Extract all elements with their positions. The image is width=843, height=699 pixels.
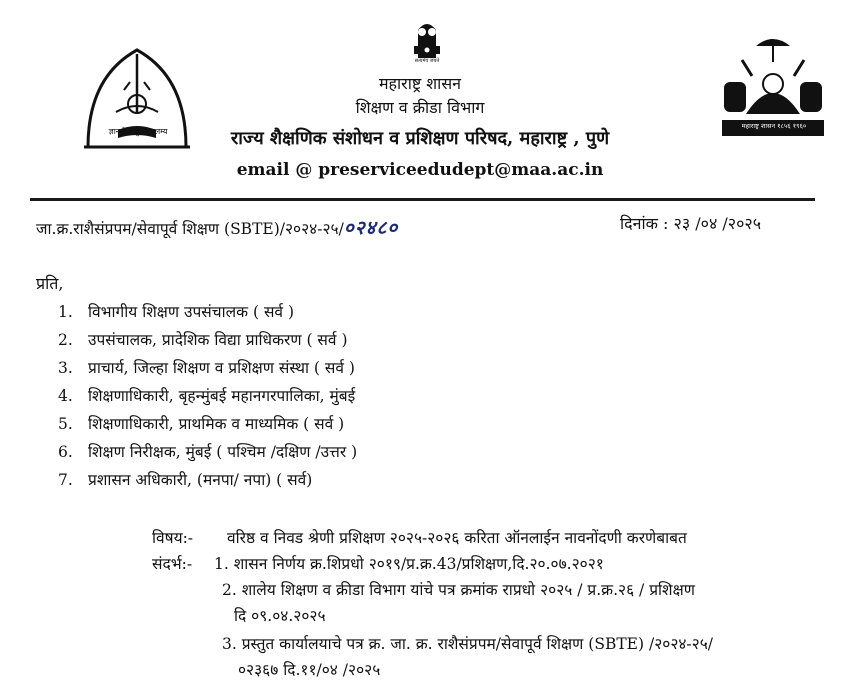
list-item: 5. शिक्षणाधिकारी, प्राथमिक व माध्यमिक ( सर्व ) [58, 415, 345, 433]
header-email: email @ preserviceedudept@maa.ac.in [236, 160, 604, 180]
list-item: 7. प्रशासन अधिकारी, (मनपा/ नपा) ( सर्व) [58, 471, 313, 489]
list-item: 4. शिक्षणाधिकारी, बृहन्मुंबई महानगरपालिका, मुंबई [58, 387, 356, 405]
salutation-prati: प्रति, [36, 274, 64, 293]
reference-item-3: 3. प्रस्तुत कार्यालयाचे पत्र क्र. जा. क्र. राशैसंप्रपम/सेवापूर्व शिक्षण (SBTE) /२०२४-२५/ [222, 635, 714, 653]
list-item: 6. शिक्षण निरीक्षक, मुंबई ( पश्चिम /दक्षिण /उत्तर ) [58, 443, 358, 461]
reference-item-1: 1. शासन निर्णय क्र.शिप्रधो २०१९/प्र.क्र.43/प्रशिक्षण,दि.२०.०७.२०२१ [214, 555, 604, 573]
subject-label: विषय:- [152, 529, 194, 547]
header-divider [30, 198, 815, 201]
list-item: 3. प्राचार्य, जिल्हा शिक्षण व प्रशिक्षण संस्था ( सर्व ) [58, 359, 355, 377]
list-item: 1. विभागीय शिक्षण उपसंचालक ( सर्व ) [58, 303, 295, 321]
header-line-government: महाराष्ट्र शासन [378, 74, 462, 93]
right-emblem-caption: महाराष्ट्र शासन १८५६ १९६० [741, 122, 807, 130]
subject-text: वरिष्ठ व निवड श्रेणी प्रशिक्षण २०२५-२०२६ करिता ऑनलाईन नावनोंदणी करणेबाबत [227, 529, 687, 547]
references-label: संदर्भ:- [152, 555, 193, 573]
list-item: 2. उपसंचालक, प्रादेशिक विद्या प्राधिकरण ( सर्व ) [58, 331, 348, 349]
reference-number [36, 214, 398, 240]
center-emblem-motto: सत्यमेव जयते [414, 58, 440, 64]
header-line-council: राज्य शैक्षणिक संशोधन व प्रशिक्षण परिषद, महाराष्ट्र , पुणे [230, 128, 610, 149]
header-line-department: शिक्षण व क्रीडा विभाग [355, 98, 485, 117]
reference-item-3-date: ०२३६७ दि.११/०४ /२०२५ [238, 661, 381, 679]
reference-prefix: जा.क्र.राशैसंप्रपम/सेवापूर्व शिक्षण (SBTE)/२०२४-२५/ [36, 220, 344, 238]
reference-item-2: 2. शालेय शिक्षण व क्रीडा विभाग यांचे पत्र क्रमांक राप्रधो २०२५ / प्र.क्र.२६ / प्रशिक्षण [222, 581, 695, 599]
handwritten-number: ०२४८० [343, 217, 399, 239]
reference-item-2-date: दि ०९.०४.२०२५ [234, 607, 326, 625]
left-emblem-motto: ज्ञानसेवा नु माफलम्य [108, 127, 168, 136]
letter-date: दिनांक : २३ /०४ /२०२५ [620, 214, 762, 233]
